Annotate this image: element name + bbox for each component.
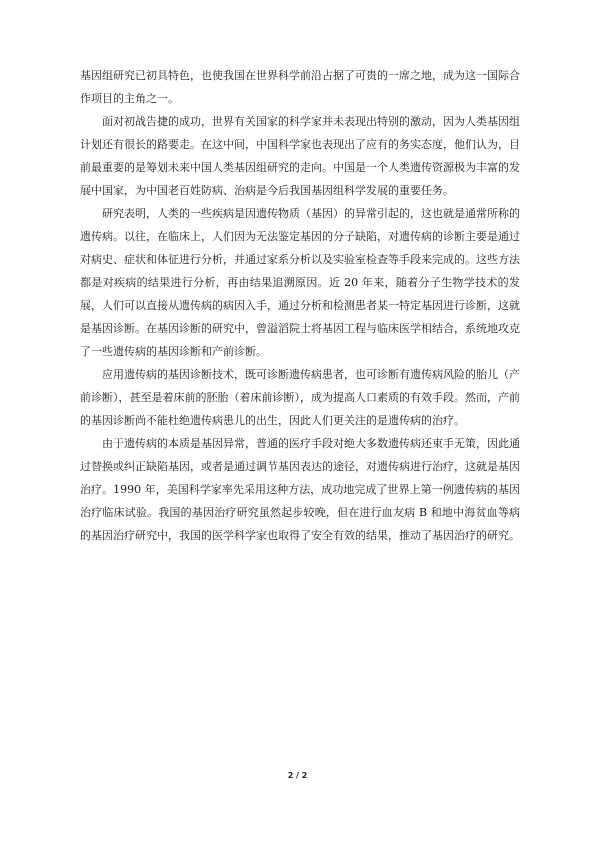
paragraph: 由于遗传病的本质是基因异常，普通的医疗手段对绝大多数遗传病还束手无策，因此通过替换或纠正缺陷基因，或者是通过调节基因表达的途径，对遗传病进行治疗，这就是基因治疗。1990 年，美国科学家率先采用这种方法，成功地完成了世界上第一例遗传病的基因治疗临床试验。我国的基因治疗研究虽然起步较晚，但在进行血友病 B 和地中海贫血等病的基因治疗研究中，我国的医学科学家也取得了安全有效的结果，推动了基因治疗的研究。 [80, 437, 520, 542]
body-text [80, 64, 520, 547]
paragraph: 研究表明，人类的一些疾病是因遗传物质（基因）的异常引起的，这也就是通常所称的遗传病。以往，在临床上，人们因为无法鉴定基因的分子缺陷，对遗传病的诊断主要是通过对病史、症状和体征进行分析，并通过家系分析以及实验室检查等手段来完成的。这些方法都是对疾病的结果进行分析，再由结果追溯原因。近 20 年来，随着分子生物学技术的发展，人们可以直接从遗传病的病因入手，通过分析和检测患者某一特定基因进行诊断，这就是基因诊断。在基因诊断的研究中，曾溢滔院士将基因工程与临床医学相结合，系统地攻克了一些遗传病的基因诊断和产前诊断。 [80, 207, 520, 358]
paragraph: 应用遗传病的基因诊断技术，既可诊断遗传病患者，也可诊断有遗传病风险的胎儿（产前诊断），甚至是着床前的胚胎（着床前诊断），成为提高人口素质的有效手段。然而，产前的基因诊断尚不能杜绝遗传病患儿的出生，因此人们更关注的是遗传病的治疗。 [80, 368, 520, 427]
paragraph-continued: 基因组研究已初具特色，也使我国在世界科学前沿占据了可贵的一席之地，成为这一国际合作项目的主角之一。 [80, 69, 520, 105]
paragraph: 面对初战告捷的成功，世界有关国家的科学家并未表现出特别的激动，因为人类基因组计划还有很长的路要走。在这中间，中国科学家也表现出了应有的务实态度，他们认为，目前最重要的是筹划未来中国人类基因组研究的走向。中国是一个人类遗传资源极为丰富的发展中国家，为中国老百姓防病、治病是今后我国基因组科学发展的重要任务。 [80, 115, 520, 197]
page-number: 2 / 2 [287, 771, 308, 780]
